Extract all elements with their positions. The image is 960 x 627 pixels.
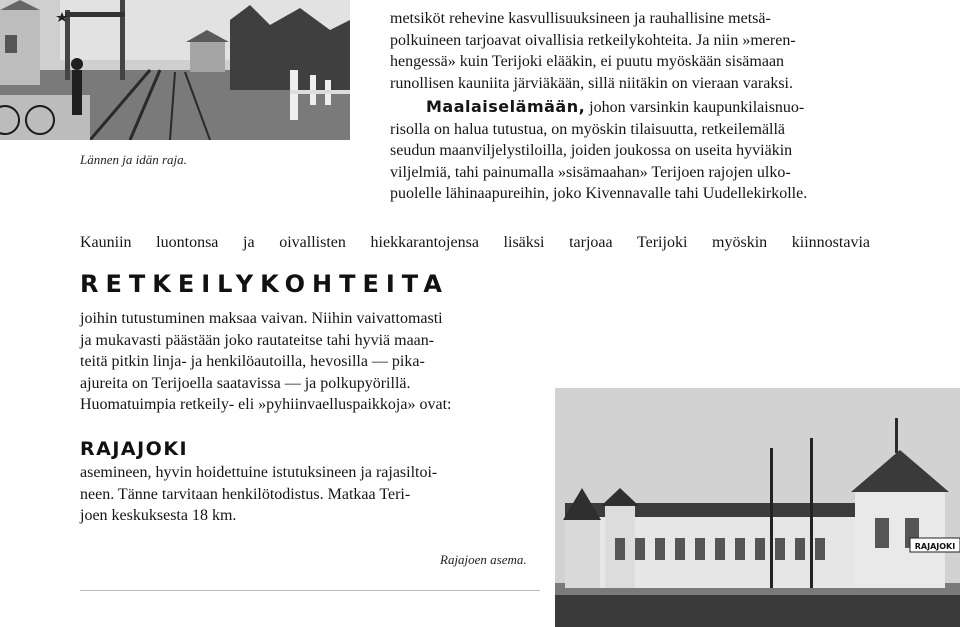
intro-line: hengessä» kuin Terijoki elääkin, ei puutu myöskään sisämaan: [390, 53, 785, 70]
intro-column: [390, 8, 870, 205]
section-line: ja mukavasti päästään joko rautateitse tahi hyviä maan-: [80, 331, 435, 349]
section-column: [80, 308, 525, 416]
rajajoki-column: [80, 462, 525, 527]
intro-line: runollisen kauniita järviäkään, sillä niitäkin on vieraan varaksi.: [390, 74, 793, 92]
section-line: joihin tutustuminen maksaa vaivan. Niihin vaivattomasti: [80, 310, 443, 327]
border-photo-caption: Lännen ja idän raja.: [80, 152, 187, 167]
rajajoki-station-photo: [555, 388, 960, 627]
rajajoki-line: asemineen, hyvin hoidettuine istutuksineen ja rajasiltoi-: [80, 464, 438, 481]
intro-line: seudun maanviljelystiloilla, joiden joukossa on useita hyviäkin: [390, 142, 793, 159]
intro-line: puolelle lähinaapureihin, joko Kivennavalle tahi Uudellekirkolle.: [390, 185, 808, 202]
wide-intro-line: Kauniin luontonsa ja oivallisten hiekkarantojensa lisäksi tarjoaa Terijoki myöskin kiinnostavia: [80, 234, 870, 251]
section-line: Huomatuimpia retkeily- eli »pyhiinvaelluspaikkoja» ovat:: [80, 396, 452, 413]
section-line: teitä pitkin linja- ja henkilöautoilla, hevosilla — pika-: [80, 353, 425, 370]
maalaiselamaan-heading: Maalaiselämään,: [426, 97, 586, 116]
rajajoki-heading: RAJAJOKI: [80, 438, 189, 460]
intro-line: polkuineen tarjoavat oivallisia retkeilykohteita. Ja niin »meren-: [390, 31, 796, 49]
intro-line: risolla on halua tutustua, on myöskin tilaisuutta, retkeilemällä: [390, 120, 786, 138]
retkeilykohteita-heading: RETKEILYKOHTEITA: [80, 270, 449, 298]
intro-line: metsiköt rehevine kasvullisuuksineen ja rauhallisine metsä-: [390, 10, 771, 27]
intro-heading-line: [390, 96, 870, 119]
rajajoki-line: neen. Tänne tarvitaan henkilötodistus. Matkaa Teri-: [80, 485, 411, 503]
station-illustration: [555, 388, 960, 627]
station-sign: RAJAJOKI: [914, 542, 956, 551]
border-railway-photo: [0, 0, 350, 140]
section-line: ajureita on Terijoella saatavissa — ja polkupyörillä.: [80, 374, 411, 392]
divider-line: [80, 590, 540, 591]
station-photo-caption: Rajajoen asema.: [440, 552, 527, 567]
intro-line: viljelmiä, tahi painumalla »sisämaahan» Terijoen rajojen ulko-: [390, 163, 791, 181]
rajajoki-line: joen keskuksesta 18 km.: [80, 507, 237, 524]
border-railway-illustration: [0, 0, 350, 140]
heading-continuation: johon varsinkin kaupunkilaisnuo-: [585, 99, 805, 116]
